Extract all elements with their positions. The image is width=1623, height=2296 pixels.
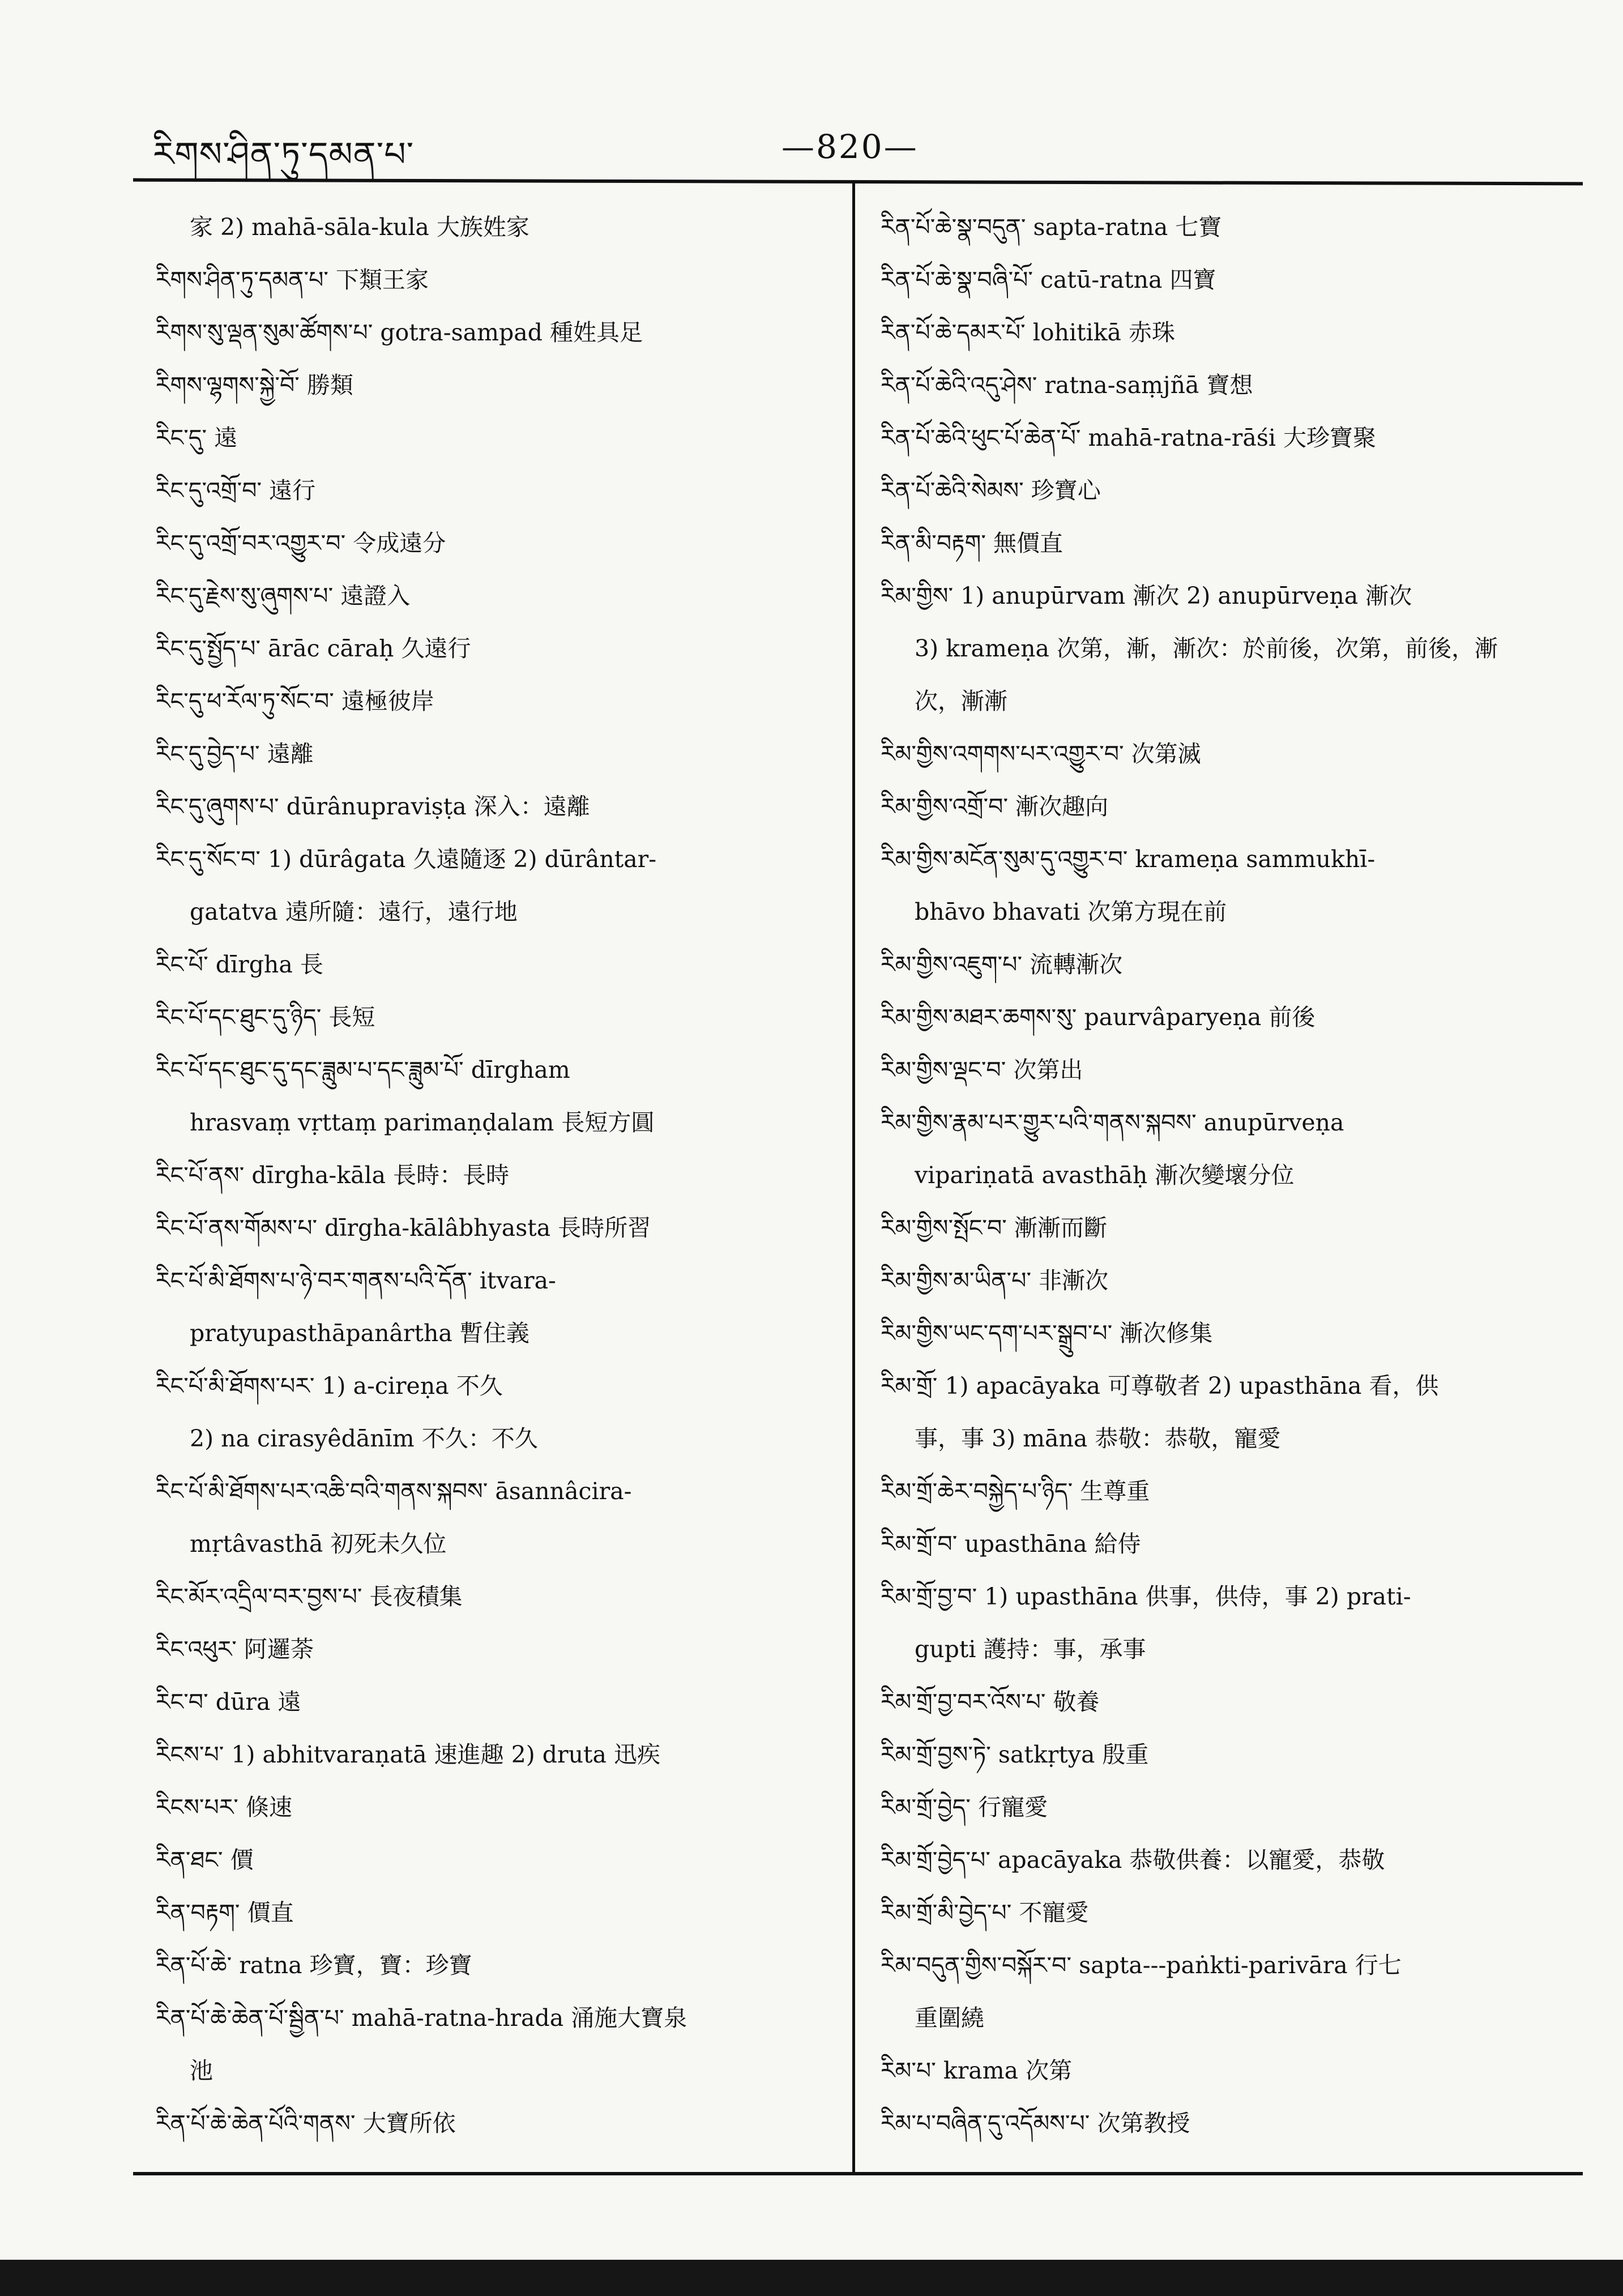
- dictionary-entry-line: རིན་པོ་ཆེ་ཆེན་པོ་སྦྱིན་པ་ mahā-ratna-hrada 涌施大寶泉: [156, 2004, 687, 2032]
- dictionary-entry-line: mṛtâvasthā 初死未久位: [190, 1530, 447, 1557]
- right-column: [881, 201, 1571, 2150]
- dictionary-entry-line: རིན་པོ་ཆེའི་འདུ་ཤེས་ ratna-saṃjñā 寶想: [881, 372, 1253, 399]
- dictionary-entry-line: རིམ་གྱིས་མ་ཡིན་པ་ 非漸次: [881, 1267, 1109, 1294]
- dictionary-entry-line: རིང་དུ་སྤྱོད་པ་ ārāc cāraḥ 久遠行: [156, 635, 471, 662]
- dictionary-entry-line: རིམ་གྱིས་ 1) anupūrvam 漸次 2) anupūrveṇa 漸次: [881, 582, 1412, 609]
- dictionary-entry-line: རིགས་སུ་ལྡན་སུམ་ཚོགས་པ་ gotra-sampad 種姓具足: [156, 319, 643, 346]
- dictionary-entry-line: རིན་བརྟག་ 價直: [156, 1899, 294, 1926]
- dictionary-entry-line: རིང་བ་ dūra 遠: [156, 1688, 301, 1715]
- bottom-rule: [133, 2172, 1583, 2175]
- running-head: རིགས་ཤིན་ཏུ་དམན་པ་: [153, 135, 415, 174]
- dictionary-entry-line: རིང་དུ་བྱེད་པ་ 遠離: [156, 740, 314, 767]
- dictionary-entry-line: gatatva 遠所隨：遠行，遠行地: [190, 898, 518, 925]
- dictionary-entry-line: རིང་པོ་མི་ཐོགས་པ་ཉེ་བར་གནས་པའི་དོན་ itvara-: [156, 1267, 556, 1294]
- dictionary-entry-line: རིན་ཐང་ 價: [156, 1846, 254, 1873]
- dictionary-entry-line: 2) na cirasyêdānīm 不久：不久: [190, 1425, 538, 1452]
- dictionary-entry-line: རིགས་ཤིན་ཏུ་དམན་པ་ 下類王家: [156, 266, 429, 293]
- scan-edge-bar: [0, 2260, 1623, 2296]
- dictionary-entry-line: རིན་པོ་ཆེ་ཆེན་པོའི་གནས་ 大寶所依: [156, 2110, 456, 2137]
- dictionary-entry-line: རིམ་གྲོ་བྱ་བ་ 1) upasthāna 供事，供侍，事 2) prati-: [881, 1583, 1411, 1610]
- dictionary-entry-line: རིང་དུ་རྗེས་སུ་ཞུགས་པ་ 遠證入: [156, 582, 411, 609]
- dictionary-entry-line: རིམ་གྱིས་ལྡང་བ་ 次第出: [881, 1056, 1083, 1083]
- dictionary-entry-line: རིང་པོ་དང་ཐུང་དུ་ཉིད་ 長短: [156, 1004, 375, 1031]
- dictionary-entry-line: vipariṇatā avasthāḥ 漸次變壞分位: [915, 1162, 1295, 1189]
- dictionary-entry-line: རིམ་གྱིས་འཇུག་པ་ 流轉漸次: [881, 951, 1123, 978]
- dictionary-entry-line: རིམ་པ་ krama 次第: [881, 2057, 1073, 2084]
- dictionary-entry-line: རིན་པོ་ཆེའི་ཕུང་པོ་ཆེན་པོ་ mahā-ratna-rāśi 大珍寶聚: [881, 424, 1377, 451]
- dictionary-entry-line: རིང་པོ་ dīrgha 長: [156, 951, 323, 978]
- dictionary-entry-line: རིམ་གྲོ་མི་བྱེད་པ་ 不寵愛: [881, 1899, 1089, 1926]
- dictionary-entry-line: རིང་དུ་ཕ་རོལ་ཏུ་སོང་བ་ 遠極彼岸: [156, 688, 434, 715]
- dictionary-entry-line: 3) krameṇa 次第，漸，漸次：於前後，次第，前後，漸: [915, 635, 1498, 662]
- dictionary-entry-line: རིང་པོ་མི་ཐོགས་པར་ 1) a-cireṇa 不久: [156, 1372, 503, 1399]
- dictionary-entry-line: རིན་པོ་ཆེ་སྣ་བཞི་པོ་ catū-ratna 四寶: [881, 266, 1216, 293]
- dictionary-entry-line: རིང་དུ་སོང་བ་ 1) dūrâgata 久遠隨逐 2) dūrântar-: [156, 846, 657, 873]
- dictionary-entry-line: རིམ་གྲོ་བ་ upasthāna 給侍: [881, 1530, 1141, 1557]
- dictionary-entry-line: རིན་པོ་ཆེ་དམར་པོ་ lohitikā 赤珠: [881, 319, 1176, 346]
- dictionary-entry-line: རིམ་གྱིས་མཐར་ཆགས་སུ་ paurvâparyeṇa 前後: [881, 1004, 1316, 1031]
- dictionary-entry-line: རིམ་གྱིས་འགགས་པར་འགྱུར་བ་ 次第滅: [881, 740, 1201, 767]
- dictionary-entry-line: རིམ་བདུན་གྱིས་བསྐོར་བ་ sapta---paṅkti-parivāra 行七: [881, 1952, 1402, 1979]
- dictionary-entry-line: རིམ་གྱིས་ཡང་དག་པར་སྒྲུབ་པ་ 漸次修集: [881, 1320, 1213, 1347]
- dictionary-entry-line: hrasvaṃ vṛttaṃ parimaṇḍalam 長短方圓: [190, 1109, 655, 1136]
- dictionary-entry-line: 次，漸漸: [915, 688, 1007, 715]
- dictionary-entry-line: pratyupasthāpanârtha 暫住義: [190, 1320, 529, 1347]
- page-number: —820—: [781, 127, 919, 166]
- dictionary-entry-line: རིམ་གྱིས་མངོན་སུམ་དུ་འགྱུར་བ་ krameṇa sammukhī-: [881, 846, 1376, 873]
- dictionary-entry-line: རིམ་གྲོ་ཆེར་བསྐྱེད་པ་ཉིད་ 生尊重: [881, 1478, 1150, 1505]
- dictionary-entry-line: 池: [190, 2057, 213, 2084]
- dictionary-entry-line: རིན་པོ་ཆེ་སྣ་བདུན་ sapta-ratna 七寶: [881, 214, 1222, 241]
- dictionary-entry-line: རིགས་ལྷགས་སྐྱེ་བོ་ 勝類: [156, 372, 353, 399]
- dictionary-entry-line: རིང་དུ་ཞུགས་པ་ dūrânupraviṣṭa 深入：遠離: [156, 793, 590, 820]
- dictionary-entry-line: རིང་དུ་འགྲོ་བར་འགྱུར་བ་ 令成遠分: [156, 530, 446, 557]
- dictionary-entry-line: རིང་པོ་དང་ཐུང་དུ་དང་ཟླུམ་པ་དང་ཟླུམ་པོ་ dīrgham: [156, 1056, 570, 1083]
- dictionary-entry-line: 家 2) mahā-sāla-kula 大族姓家: [190, 214, 529, 241]
- dictionary-entry-line: རིམ་གྲོ་བྱས་ཏེ་ satkṛtya 殷重: [881, 1741, 1149, 1768]
- dictionary-entry-line: རིང་དུ་ 遠: [156, 424, 238, 451]
- dictionary-entry-line: རིང་པོ་ནས་ dīrgha-kāla 長時：長時: [156, 1162, 510, 1189]
- dictionary-entry-line: 重圍繞: [915, 2004, 984, 2032]
- dictionary-entry-line: རིམ་གྱིས་རྣམ་པར་གྱུར་པའི་གནས་སྐབས་ anupūrveṇa: [881, 1109, 1344, 1136]
- dictionary-entry-line: bhāvo bhavati 次第方現在前: [915, 898, 1227, 925]
- dictionary-entry-line: gupti 護持：事，承事: [915, 1636, 1146, 1663]
- dictionary-entry-line: རིན་པོ་ཆེའི་སེམས་ 珍寶心: [881, 477, 1101, 504]
- dictionary-entry-line: རིམ་གྲོ་བྱ་བར་འོས་པ་ 敬養: [881, 1688, 1100, 1715]
- dictionary-entry-line: རིང་དུ་འགྲོ་བ་ 遠行: [156, 477, 316, 504]
- column-divider: [852, 182, 855, 2174]
- dictionary-entry-line: རིན་པོ་ཆེ་ ratna 珍寶，寶：珍寶: [156, 1952, 472, 1979]
- dictionary-entry-line: རིམ་གྱིས་འགྲོ་བ་ 漸次趣向: [881, 793, 1109, 820]
- dictionary-entry-line: རིང་མོར་འདྲིལ་བར་བྱས་པ་ 長夜積集: [156, 1583, 463, 1610]
- dictionary-entry-line: རིམ་གྲོ་ 1) apacāyaka 可尊敬者 2) upasthāna 看，供: [881, 1372, 1439, 1399]
- dictionary-entry-line: རིམ་གྲོ་བྱེད་ 行寵愛: [881, 1794, 1048, 1821]
- dictionary-entry-line: རིངས་པ་ 1) abhitvaraṇatā 速進趣 2) druta 迅疾: [156, 1741, 661, 1768]
- left-column: [156, 201, 830, 2150]
- dictionary-entry-line: རིང་པོ་ནས་གོམས་པ་ dīrgha-kālâbhyasta 長時所習: [156, 1214, 651, 1241]
- dictionary-entry-line: རིམ་གྲོ་བྱེད་པ་ apacāyaka 恭敬供養：以寵愛，恭敬: [881, 1846, 1385, 1873]
- dictionary-entry-line: རིམ་པ་བཞིན་དུ་འདོམས་པ་ 次第教授: [881, 2110, 1190, 2137]
- dictionary-entry-line: རིང་པོ་མི་ཐོགས་པར་འཆི་བའི་གནས་སྐབས་ āsannâcira-: [156, 1478, 632, 1505]
- dictionary-entry-line: 事，事 3) māna 恭敬：恭敬，寵愛: [915, 1425, 1281, 1452]
- dictionary-entry-line: རིང་འཕུར་ 阿邏荼: [156, 1636, 314, 1663]
- dictionary-entry-line: རིན་མི་བརྟག་ 無價直: [881, 530, 1063, 557]
- dictionary-entry-line: རིམ་གྱིས་སྤོང་བ་ 漸漸而斷: [881, 1214, 1107, 1241]
- dictionary-entry-line: རིངས་པར་ 倏速: [156, 1794, 292, 1821]
